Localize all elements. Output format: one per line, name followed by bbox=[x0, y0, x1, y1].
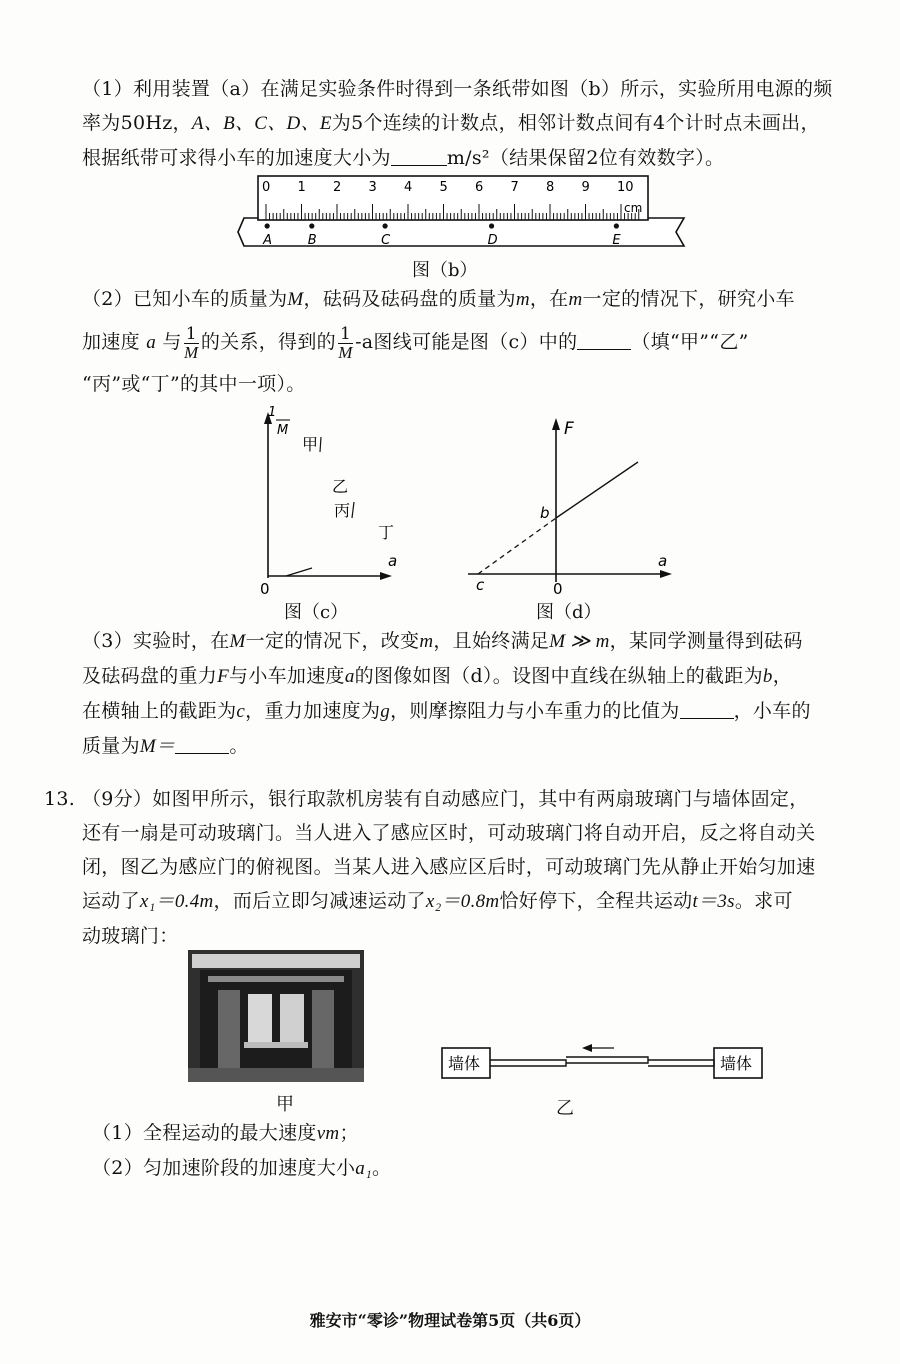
ruler-tick-label: 5 bbox=[439, 180, 448, 195]
fig-d-xlabel: a bbox=[658, 552, 668, 570]
answer-blank-4[interactable] bbox=[175, 733, 229, 754]
photo-caption-jia: 甲 bbox=[276, 1094, 294, 1115]
figure-d-graph bbox=[460, 410, 680, 600]
answer-blank-3[interactable] bbox=[680, 698, 734, 719]
q13-subquestions: （1）全程运动的最大速度vm； （2）匀加速阶段的加速度大小a₁。 bbox=[92, 1122, 392, 1179]
fig-c-label-jia: 甲 bbox=[302, 435, 319, 454]
tape-point-label-B: B bbox=[307, 233, 317, 248]
fig-c-ylabel-num: 1 bbox=[268, 405, 277, 420]
tape-point-B bbox=[309, 223, 314, 228]
tape-point-D bbox=[489, 223, 494, 228]
ruler-tick-label: 1 bbox=[297, 180, 306, 195]
fig-d-c-label: c bbox=[476, 576, 485, 594]
ruler-tape-figure bbox=[236, 174, 686, 254]
ruler-tick-label: 8 bbox=[546, 180, 555, 195]
wall-right-label: 墙体 bbox=[720, 1054, 753, 1073]
tape-point-label-C: C bbox=[381, 233, 391, 248]
fraction-1-over-M-2: $\frac{1}{M}$ bbox=[338, 323, 353, 362]
fig-b-caption: 图（b） bbox=[412, 260, 478, 281]
ruler-tick-label: 9 bbox=[581, 180, 590, 195]
tape-point-label-D: D bbox=[487, 233, 498, 248]
atm-room-photo bbox=[188, 950, 364, 1082]
fig-d-b-label: b bbox=[540, 504, 550, 522]
fig-d-caption: 图（d） bbox=[536, 602, 602, 623]
fig-c-label-ding: 丁 bbox=[378, 523, 395, 542]
fig-c-caption: 图（c） bbox=[284, 602, 349, 623]
figure-c-graph bbox=[250, 400, 410, 600]
fig-c-label-yi: 乙 bbox=[332, 477, 349, 496]
fig-c-origin: 0 bbox=[260, 580, 270, 598]
fraction-1-over-M: $\frac{1}{M}$ bbox=[184, 323, 199, 362]
q13-text: （9分）如图甲所示，银行取款机房装有自动感应门，其中有两扇玻璃门与墙体固定， 还有一扇是可动玻璃门。当人进入了感应区时，可动玻璃门将自动开启，反之将自动关 闭，图乙为感应门的俯视图。当某人进入感应区后时，可动玻璃门先从静止开始匀加速 运动了x₁＝0.4m，而后立即匀减速运动了x₂＝0.8m恰好停下，全程共运动t＝3s。求可 动玻璃门： bbox=[82, 788, 816, 947]
ruler-tick-label: 4 bbox=[404, 180, 413, 195]
page-footer: 雅安市“零诊”物理试卷第5页（共6页） bbox=[309, 1311, 591, 1330]
ruler-tick-label: 2 bbox=[333, 180, 342, 195]
ruler-unit-label: cm bbox=[624, 201, 643, 215]
tape-point-label-E: E bbox=[612, 233, 621, 248]
tape-point-A bbox=[265, 223, 270, 228]
fig-c-label-bing: 丙 bbox=[334, 501, 351, 520]
points-label: A、B、C、D、E bbox=[191, 113, 332, 134]
ruler-tick-label: 10 bbox=[617, 180, 634, 195]
wall-left-label: 墙体 bbox=[448, 1054, 481, 1073]
ruler-tick-label: 7 bbox=[510, 180, 519, 195]
tape-point-C bbox=[382, 223, 387, 228]
ruler-tick-label: 6 bbox=[475, 180, 484, 195]
part2-text: （2）已知小车的质量为M，砝码及砝码盘的质量为m，在m一定的情况下，研究小车 加速度 a 与 $\frac{1}{M}$ 的关系，得到的 $\frac{1}{M}$ -a图线可能是图（c）中的 （填“甲”“乙” “丙”或“丁”的其中一项）。 bbox=[82, 288, 795, 395]
tape-point-label-A: A bbox=[263, 233, 273, 248]
tape-point-E bbox=[614, 223, 619, 228]
fig-d-ylabel: F bbox=[564, 419, 574, 439]
ruler-tick-label: 0 bbox=[262, 180, 271, 195]
answer-blank-2[interactable] bbox=[577, 329, 631, 350]
part3-text: （3）实验时，在M一定的情况下，改变m，且始终满足M ≫ m，某同学测量得到砝码 及砝码盘的重力F与小车加速度a的图像如图（d）。设图中直线在纵轴上的截距为b， 在横轴上的截距为c，重力加速度为g，则摩擦阻力与小车重力的比值为 ，小车的 质量为M＝ 。 bbox=[82, 630, 811, 757]
door-top-view-diagram bbox=[438, 1040, 768, 1088]
ruler-tick-label: 3 bbox=[368, 180, 377, 195]
answer-blank-1[interactable] bbox=[391, 145, 447, 166]
q13-number: 13. bbox=[44, 788, 76, 810]
fig-c-xlabel: a bbox=[388, 552, 398, 570]
fig-c-ylabel-den: M bbox=[277, 423, 289, 438]
part1-text: （1）利用装置（a）在满足实验条件时得到一条纸带如图（b）所示，实验所用电源的频 率为50Hz，A、B、C、D、E为5个连续的计数点，相邻计数点间有4个计时点未画出， 根据纸带可求得小车的加速度大小为 m/s²（结果保留2位有效数字）。 bbox=[82, 78, 833, 169]
diagram-caption-yi: 乙 bbox=[556, 1098, 574, 1119]
fig-d-origin: 0 bbox=[553, 580, 563, 598]
